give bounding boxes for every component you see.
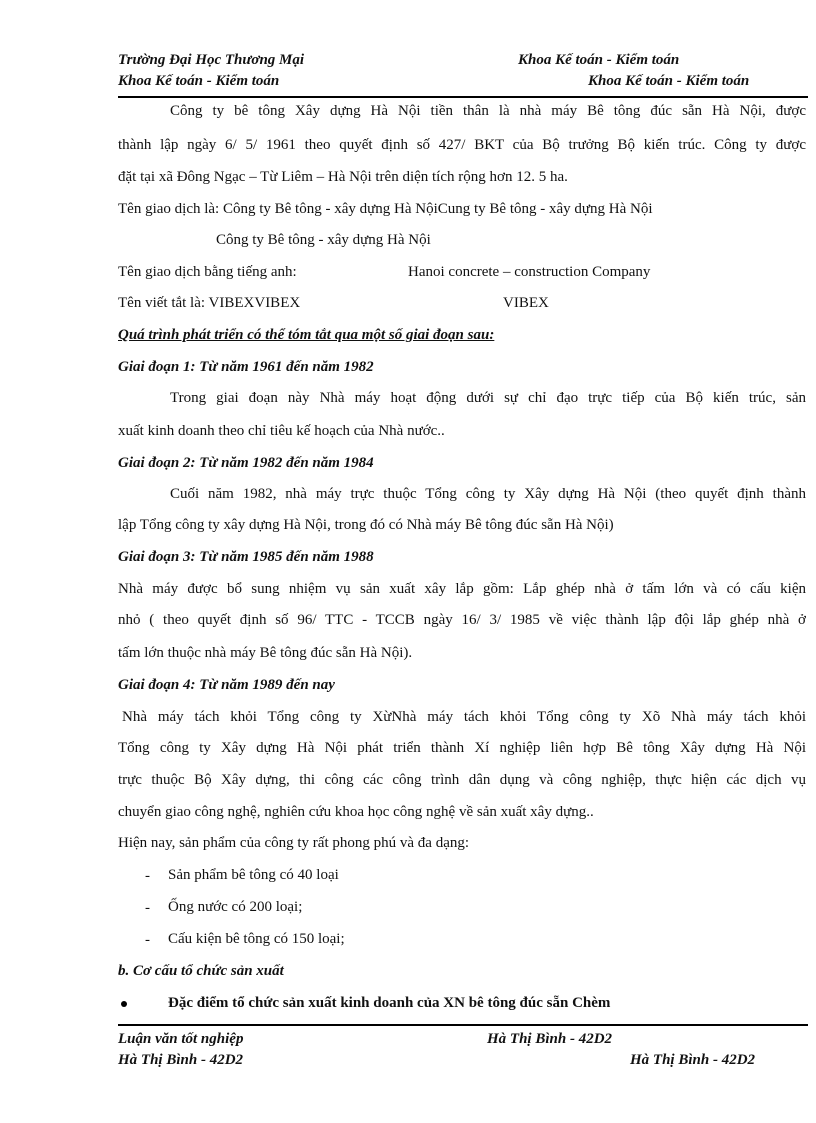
list-dash: - (145, 868, 150, 884)
footer-thesis: Luận văn tốt nghiệp (118, 1031, 244, 1047)
bullet-icon (121, 1001, 127, 1007)
list-item: Sản phẩm bê tông có 40 loại (168, 867, 339, 883)
header-faculty-right: Khoa Kế toán - Kiểm toán (588, 73, 750, 89)
phase-4-line-2: Tổng công ty Xây dựng Hà Nội phát triển thành Xí nghiệp liên hợp Bê tông Xây dựng Hà Nội (118, 740, 806, 756)
trade-name-cont: Công ty Bê tông - xây dựng Hà Nội (216, 232, 431, 248)
phase-2-line-2: lập Tổng công ty xây dựng Hà Nội, trong đó có Nhà máy Bê tông đúc sẵn Hà Nội) (118, 517, 614, 533)
phase-2-title: Giai đoạn 2: Từ năm 1982 đến năm 1984 (118, 455, 374, 471)
abbreviation-value: VIBEX (503, 295, 549, 311)
list-dash: - (145, 900, 150, 916)
list-item: Cấu kiện bê tông có 150 loại; (168, 931, 345, 947)
phase-4-line-3: trực thuộc Bộ Xây dựng, thi công các công trình dân dụng và công nghiệp, thực hiện các dịch vụ (118, 772, 806, 788)
phase-2-line-1: Cuối năm 1982, nhà máy trực thuộc Tổng công ty Xây dựng Hà Nội (theo quyết định thành (170, 486, 806, 502)
header-faculty: Khoa Kế toán - Kiểm toán (518, 52, 680, 68)
phase-3-line-3: tấm lớn thuộc nhà máy Bê tông đúc sẵn Hà Nội). (118, 645, 413, 661)
header-rule (118, 96, 808, 98)
phase-1-line-1: Trong giai đoạn này Nhà máy hoạt động dưới sự chỉ đạo trực tiếp của Bộ kiến trúc, sản (170, 390, 806, 406)
bullet-item: Đặc điểm tổ chức sản xuất kinh doanh của XN bê tông đúc sẵn Chèm (168, 995, 611, 1011)
phase-3-line-1: Nhà máy được bổ sung nhiệm vụ sản xuất xây lắp gồm: Lắp ghép nhà ở tấm lớn và có cấu kiện (118, 581, 806, 597)
trade-name: Tên giao dịch là: Công ty Bê tông - xây dựng Hà NộiCung ty Bê tông - xây dựng Hà Nội (118, 201, 653, 217)
footer-author-left: Hà Thị Bình - 42D2 (118, 1052, 244, 1068)
intro-line-3: đặt tại xã Đông Ngạc – Từ Liêm – Hà Nội trên diện tích rộng hơn 12. 5 ha. (118, 169, 568, 185)
header-school: Trường Đại Học Thương Mại (118, 52, 305, 68)
phase-4-title: Giai đoạn 4: Từ năm 1989 đến nay (118, 677, 335, 693)
intro-line-2: thành lập ngày 6/ 5/ 1961 theo quyết định số 427/ BKT của Bộ trưởng Bộ kiến trúc. Công ty được (118, 137, 806, 153)
footer-author: Hà Thị Bình - 42D2 (487, 1031, 613, 1047)
english-name-label: Tên giao dịch bằng tiếng anh: (118, 264, 297, 280)
footer-rule (118, 1024, 808, 1026)
phase-4-line-1: Nhà máy tách khỏi Tổng công ty XừNhà máy tách khỏi Tổng công ty Xõ Nhà máy tách khỏi (122, 709, 806, 725)
products-intro: Hiện nay, sản phẩm của công ty rất phong phú và đa dạng: (118, 835, 470, 851)
list-item: Ống nước có 200 loại; (168, 899, 303, 915)
list-dash: - (145, 932, 150, 948)
abbreviation-label: Tên viết tắt là: VIBEXVIBEX (118, 295, 301, 311)
phase-4-line-4: chuyển giao công nghệ, nghiên cứu khoa học công nghệ về sản xuất xây dựng.. (118, 804, 594, 820)
header-faculty-left: Khoa Kế toán - Kiểm toán (118, 73, 280, 89)
phase-1-title: Giai đoạn 1: Từ năm 1961 đến năm 1982 (118, 359, 374, 375)
phase-3-line-2: nhỏ ( theo quyết định số 96/ TTC - TCCB ngày 16/ 3/ 1985 về việc thành lập đội lắp ghép nhà ở (118, 612, 806, 628)
intro-line-1: Công ty bê tông Xây dựng Hà Nội tiền thân là nhà máy Bê tông đúc sẵn Hà Nội, được (170, 103, 806, 119)
section-b-heading: b. Cơ cấu tổ chức sản xuất (118, 963, 284, 979)
english-name-value: Hanoi concrete – construction Company (408, 264, 651, 280)
phase-1-line-2: xuất kinh doanh theo chỉ tiêu kế hoạch của Nhà nước.. (118, 423, 445, 439)
process-heading: Quá trình phát triển có thể tóm tắt qua một số giai đoạn sau: (118, 327, 495, 343)
footer-author-right: Hà Thị Bình - 42D2 (630, 1052, 756, 1068)
phase-3-title: Giai đoạn 3: Từ năm 1985 đến năm 1988 (118, 549, 374, 565)
